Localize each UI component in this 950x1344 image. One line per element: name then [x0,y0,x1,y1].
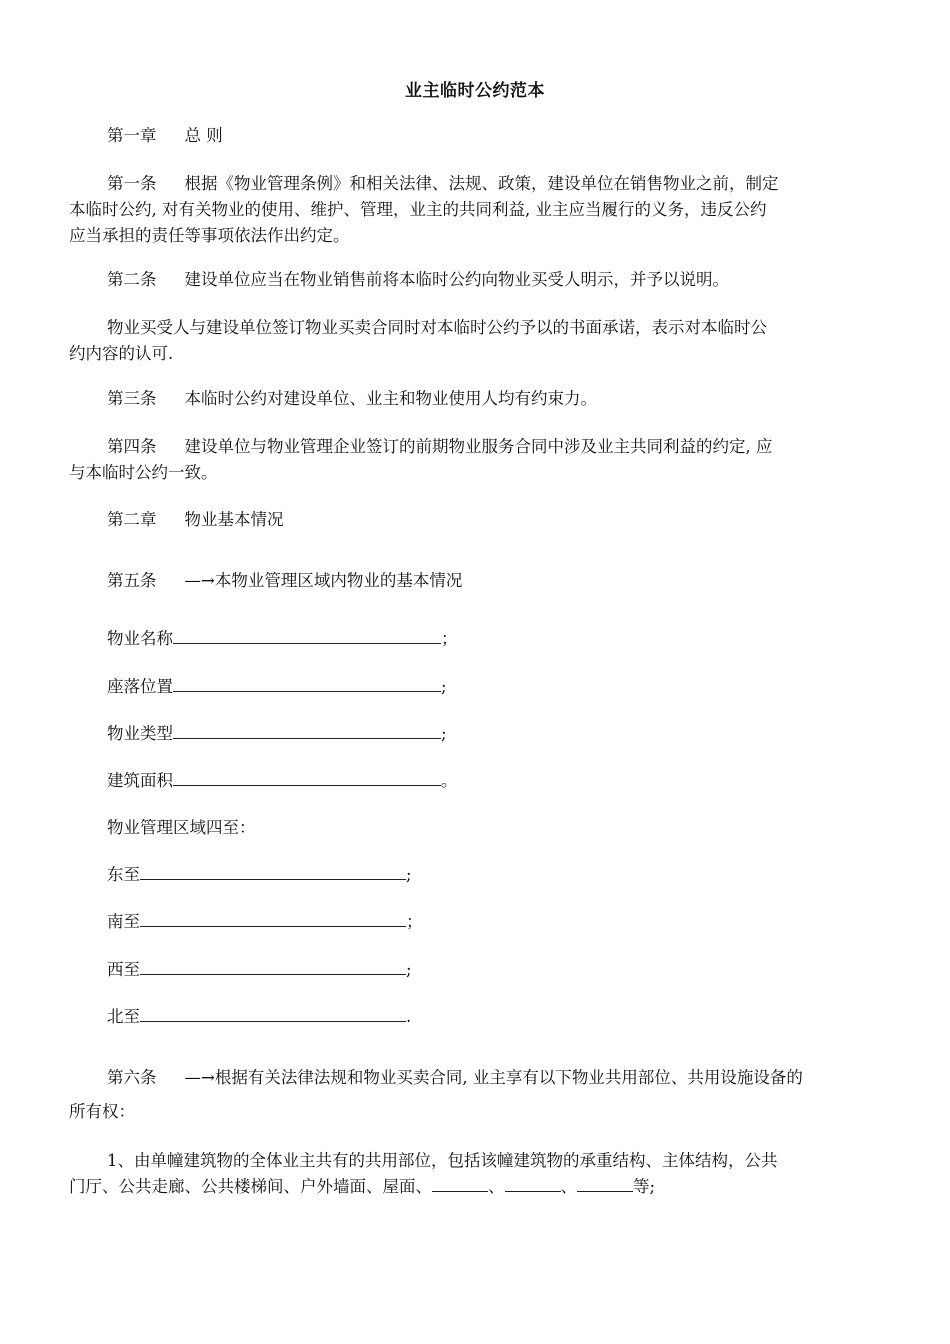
blank-line [173,626,441,644]
article-6-line-1 [69,1065,919,1091]
boundary-end: . [406,1007,412,1026]
article-number: 第六条 [107,1068,157,1087]
blank-line [140,909,406,927]
blank-line [140,1004,406,1022]
article-number: 第二条 [107,270,157,289]
article-2-para-2-line-1: 物业买受人与建设单位签订物业买卖合同时对本临时公约予以的书面承诺，表示对本临时公 [107,318,767,337]
article-number: 第五条 [107,571,157,590]
separator: 、 [488,1177,505,1196]
field-property-type [69,721,919,747]
article-text: 建设单位与物业管理企业签订的前期物业服务合同中涉及业主共同利益的约定, 应 [184,437,773,456]
article-4-line-1 [69,434,919,460]
chapter-number: 第一章 [107,126,157,145]
article-text: 根据《物业管理条例》和相关法律、法规、政策，建设单位在销售物业之前，制定 [184,174,779,193]
article-text: 建设单位应当在物业销售前将本临时公约向物业买受人明示，并予以说明。 [184,270,729,289]
article-2-para-2-line-2: 约内容的认可. [69,344,174,363]
boundary-title: 物业管理区域四至： [107,818,256,837]
item-end: 等; [633,1177,656,1196]
chapter-number: 第二章 [107,510,157,529]
blank-line [140,862,406,880]
separator: 、 [560,1177,577,1196]
article-5 [69,568,919,594]
boundary-end: ; [406,865,412,884]
field-label: 建筑面积 [107,771,173,790]
boundary-end: ； [406,912,423,931]
blank-line [173,768,441,786]
article-4-line-2: 与本临时公约一致。 [69,463,218,482]
boundary-west [69,957,919,983]
article-2-line-1 [69,267,919,293]
article-number: 第三条 [107,389,157,408]
boundary-label: 东至 [107,865,140,884]
article-text: —→根据有关法律法规和物业买卖合同, 业主享有以下物业共用部位、共用设施设备的 [184,1068,803,1087]
article-1-line-2: 本临时公约, 对有关物业的使用、维护、管理，业主的共同利益, 业主应当履行的义务，违反公约 [69,200,767,219]
field-end: ; [441,724,447,743]
boundary-label: 北至 [107,1007,140,1026]
boundary-east [69,862,919,888]
blank-line [577,1174,633,1192]
boundary-south [69,909,919,935]
article-text: 本临时公约对建设单位、业主和物业使用人均有约束力。 [184,389,597,408]
document-title: 业主临时公约范本 [405,81,545,101]
item-1-line-1: 1、由单幢建筑物的全体业主共有的共用部位，包括该幢建筑物的承重结构、主体结构，公共 [107,1151,778,1170]
blank-line [140,957,406,975]
blank-line [505,1174,561,1192]
chapter-name: 物业基本情况 [184,510,284,529]
blank-line [173,721,441,739]
blank-line [173,674,441,692]
chapter-name: 总 则 [184,126,223,145]
blank-line [432,1174,488,1192]
boundary-end: ; [406,960,412,979]
item-1-line-2 [69,1174,881,1200]
article-3 [69,386,919,412]
field-property-location [69,674,919,700]
item-text: 门厅、公共走廊、公共楼梯间、户外墙面、屋面、 [69,1177,432,1196]
boundary-label: 西至 [107,960,140,979]
field-end: 。 [441,771,458,790]
article-1-line-3: 应当承担的责任等事项依法作出约定。 [69,226,350,245]
field-label: 物业名称 [107,629,173,648]
field-label: 座落位置 [107,677,173,696]
article-number: 第四条 [107,437,157,456]
chapter-2-heading [69,507,919,533]
field-end: ; [441,677,447,696]
article-1-line-1 [69,171,919,197]
field-building-area [69,768,919,794]
field-label: 物业类型 [107,724,173,743]
boundary-label: 南至 [107,912,140,931]
field-end: ； [441,629,458,648]
article-number: 第一条 [107,174,157,193]
article-text: —→本物业管理区域内物业的基本情况 [184,571,463,590]
field-property-name [69,626,919,652]
article-6-line-2: 所有权： [69,1102,135,1121]
chapter-1-heading [69,123,919,149]
boundary-north [69,1004,919,1030]
